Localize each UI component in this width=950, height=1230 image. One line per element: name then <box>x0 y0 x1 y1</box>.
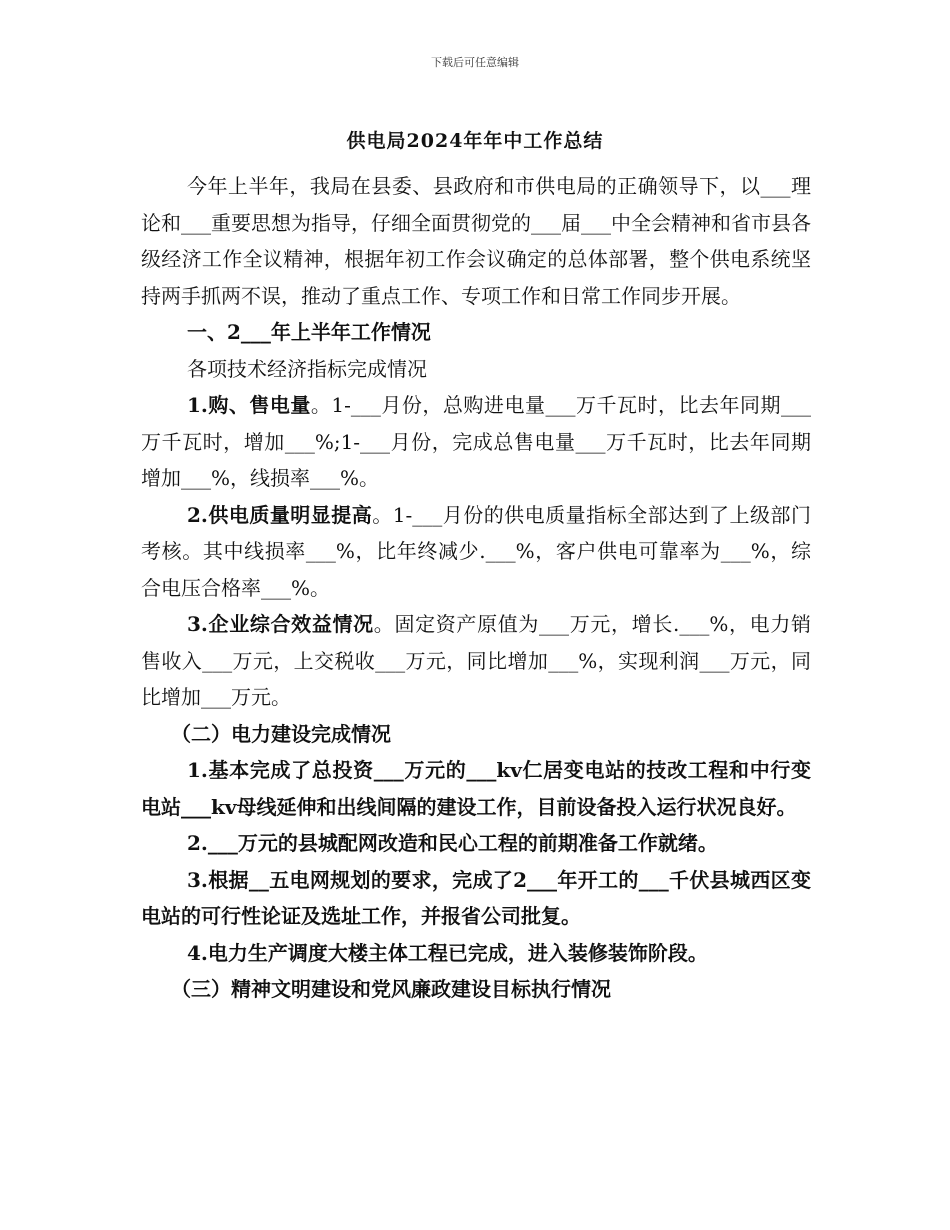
section1-item-3 <box>141 606 811 716</box>
item-lead: 2.供电质量明显提高 <box>187 502 373 527</box>
section2-item-2: 2.___万元的县城配网改造和民心工程的前期准备工作就绪。 <box>187 831 718 855</box>
document-title: 供电局2024年年中工作总结 <box>346 130 604 152</box>
section1-subheading: 各项技术经济指标完成情况 <box>187 356 427 381</box>
section3-heading: （三）精神文明建设和党风廉政建设目标执行情况 <box>171 977 611 1001</box>
section2-item-3: 3.根据__五电网规划的要求，完成了2___年开工的___千伏县城西区变电站的可行性论证及选址工作，并报省公司批复。 <box>141 867 811 928</box>
section1-item-2 <box>141 497 811 607</box>
document-body <box>141 168 811 1008</box>
intro-paragraph: 今年上半年，我局在县委、县政府和市供电局的正确领导下，以___理论和___重要思想为指导，仔细全面贯彻党的___届___中全会精神和省市县各级经济工作全议精神，根据年初工作会议确定的总体部署，整个供电系统坚持两手抓两不误，推动了重点工作、专项工作和日常工作同步开展。 <box>141 174 811 308</box>
item-text: 。1-___月份，总购进电量___万千瓦时，比去年同期___万千瓦时，增加___%;1-___月份，完成总售电量___万千瓦时，比去年同期增加___%，线损率___%。 <box>141 393 812 490</box>
section2-heading: （二）电力建设完成情况 <box>171 721 391 746</box>
section2-item-4: 4.电力生产调度大楼主体工程已完成，进入装修装饰阶段。 <box>187 940 708 965</box>
section2-item-1: 1.基本完成了总投资___万元的___kv仁居变电站的技改工程和中行变电站___kv母线延伸和出线间隔的建设工作，目前设备投入运行状况良好。 <box>141 758 811 819</box>
item-lead: 1.购、售电量 <box>187 393 311 417</box>
item-text: 。1-___月份的供电质量指标全部达到了上级部门考核。其中线损率___%，比年终减少.___%，客户供电可靠率为___%，综合电压合格率___%。 <box>141 502 811 600</box>
item-text: 。固定资产原值为___万元，增长.___%，电力销售收入___万元，上交税收___万元，同比增加___%，实现利润___万元，同比增加___万元。 <box>141 612 811 709</box>
section1-item-1 <box>141 387 811 497</box>
item-lead: 3.企业综合效益情况 <box>187 612 374 636</box>
section1-heading: 一、2___年上半年工作情况 <box>187 320 431 344</box>
header-note: 下载后可任意编辑 <box>431 56 519 69</box>
